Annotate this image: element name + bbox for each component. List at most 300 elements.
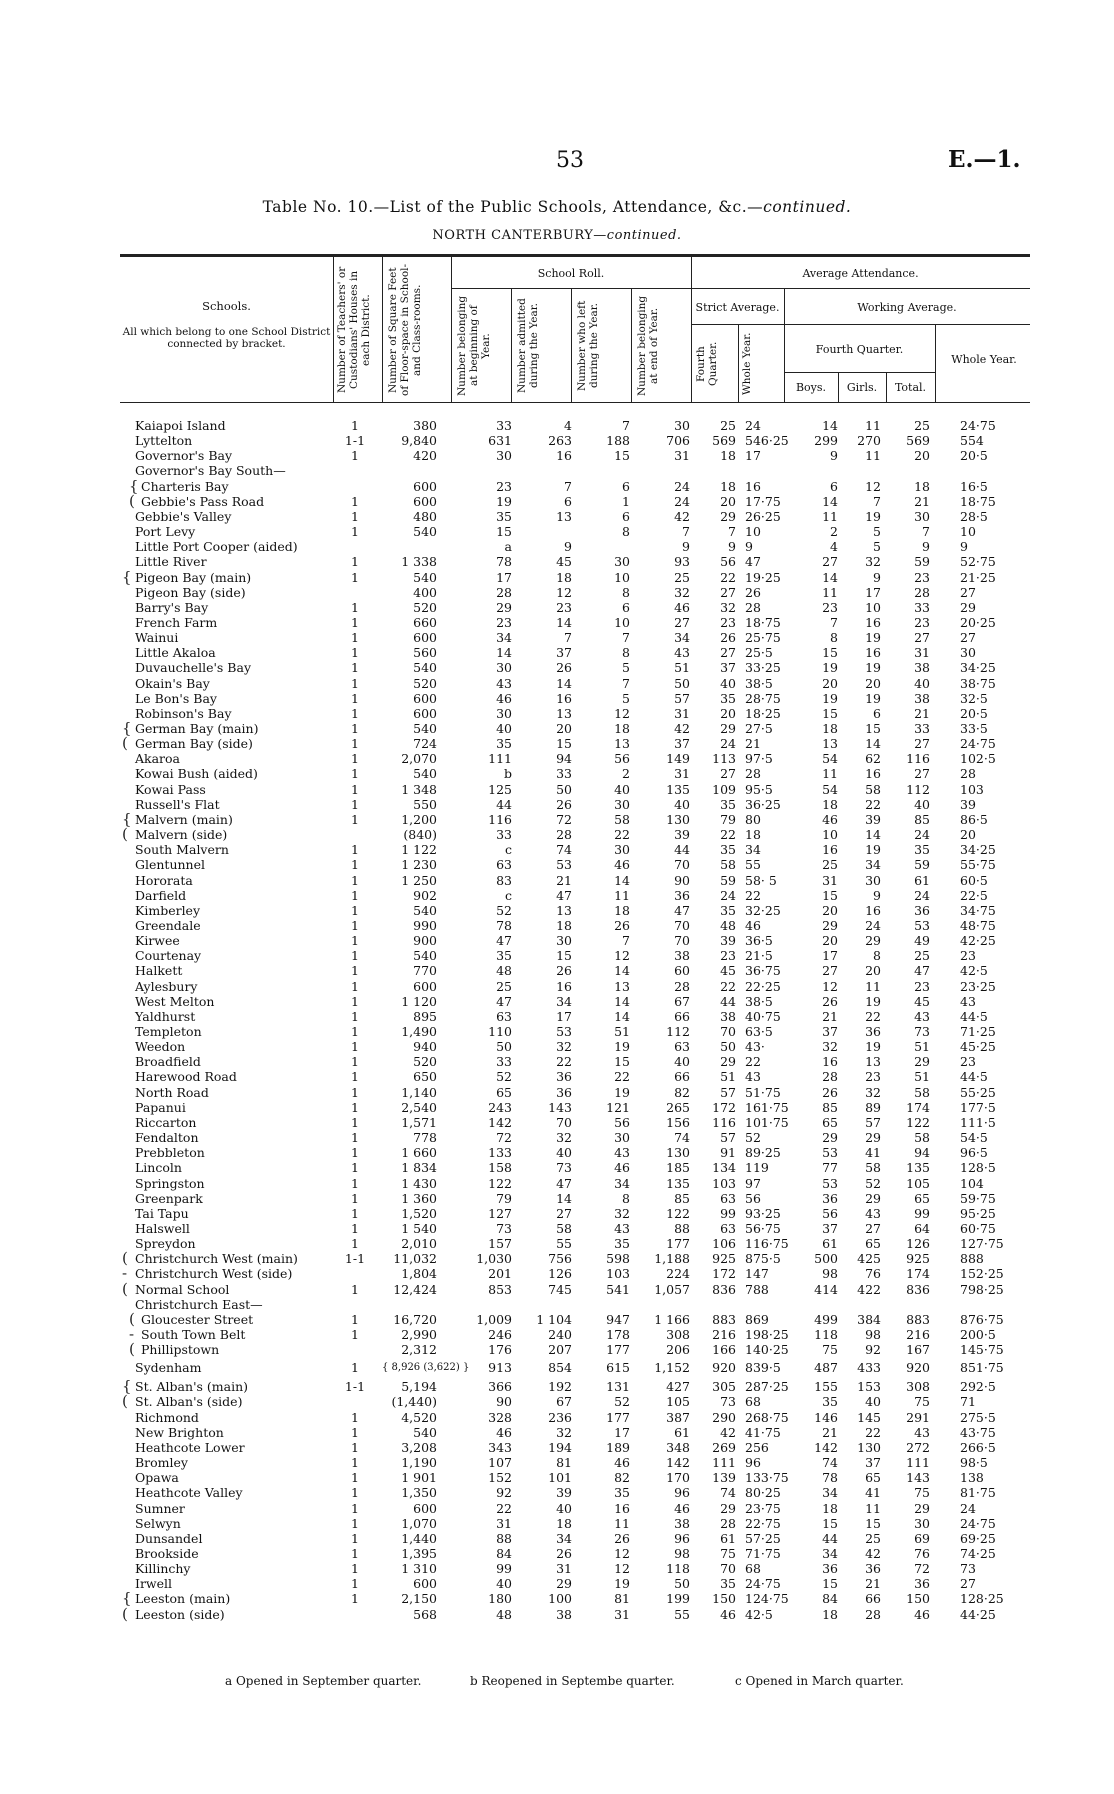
total-cell: 58	[914, 1084, 930, 1100]
teachers-cell: 1	[351, 660, 359, 676]
left-cell: 35	[614, 1485, 630, 1501]
school-name: Kowai Bush (aided)	[135, 766, 258, 782]
belonging-start-cell: 366	[488, 1379, 512, 1395]
floor-space-cell: 540	[413, 1424, 437, 1440]
girls-cell: 40	[865, 1394, 881, 1410]
col-divider	[333, 257, 334, 402]
boys-cell: 34	[822, 1545, 838, 1561]
total-cell: 51	[914, 1039, 930, 1055]
belonging-start-cell: 46	[496, 690, 512, 706]
boys-cell: 8	[830, 630, 838, 646]
total-cell: 72	[914, 1561, 930, 1577]
whole-year-cell: 44·25	[960, 1606, 996, 1622]
belonging-start-cell: 22	[496, 1500, 512, 1516]
admitted-cell: 40	[556, 1145, 572, 1161]
boys-cell: 499	[814, 1311, 838, 1327]
table-row	[0, 1085, 1114, 1100]
table-row	[0, 888, 1114, 903]
girls-cell: 21	[865, 1576, 881, 1592]
table-row	[0, 660, 1114, 675]
header-school-roll: School Roll.	[537, 267, 605, 280]
belonging-start-cell: 157	[488, 1236, 512, 1252]
table-row	[0, 1485, 1114, 1500]
belonging-end-cell: 43	[674, 645, 690, 661]
admitted-cell: 26	[556, 796, 572, 812]
belonging-start-cell: 122	[488, 1175, 512, 1191]
total-cell: 24	[914, 827, 930, 843]
boys-cell: 19	[822, 690, 838, 706]
belonging-start-cell: 29	[496, 599, 512, 615]
left-cell: 178	[606, 1327, 630, 1342]
belonging-end-cell: 37	[674, 736, 690, 752]
belonging-end-cell: 85	[674, 1190, 690, 1206]
strict-quarter-cell: 23	[720, 948, 736, 964]
girls-cell: 24	[865, 917, 881, 933]
strict-quarter-cell: 57	[720, 1130, 736, 1146]
table-row	[0, 1309, 1114, 1328]
table-row	[0, 933, 1114, 948]
girls-cell: 9	[873, 569, 881, 585]
whole-year-cell: 33·5	[960, 721, 988, 736]
boys-cell: 414	[814, 1281, 838, 1297]
boys-cell: 299	[814, 433, 838, 449]
admitted-cell: 7	[564, 630, 572, 646]
floor-space-cell: 895	[413, 1008, 437, 1024]
total-cell: 59	[914, 857, 930, 873]
boys-cell: 54	[822, 781, 838, 797]
whole-year-cell: 98·5	[960, 1455, 988, 1471]
teachers-cell: 1	[351, 948, 359, 964]
boys-cell: 9	[830, 448, 838, 464]
floor-space-cell: 1,350	[401, 1485, 437, 1501]
belonging-end-cell: 61	[674, 1424, 690, 1440]
table-row	[0, 1357, 1114, 1379]
belonging-end-cell: 130	[666, 811, 690, 827]
whole-year-cell: 16·5	[960, 478, 988, 494]
school-name: Riccarton	[135, 1114, 197, 1130]
admitted-cell: 17	[556, 1008, 572, 1024]
left-cell: 10	[614, 614, 630, 630]
belonging-end-cell: 206	[666, 1342, 690, 1358]
whole-year-cell: 10	[960, 524, 976, 540]
school-name: Kirwee	[135, 933, 180, 949]
belonging-start-cell: 52	[496, 1069, 512, 1085]
total-cell: 24	[914, 887, 930, 903]
strict-quarter-cell: 269	[712, 1439, 736, 1455]
admitted-cell: 40	[556, 1500, 572, 1516]
left-cell: 82	[614, 1470, 630, 1486]
total-cell: 25	[914, 948, 930, 964]
left-cell: 131	[606, 1379, 630, 1395]
school-name: Normal School	[135, 1281, 230, 1297]
school-name: Little Port Cooper (aided)	[135, 539, 298, 555]
teachers-cell: 1	[351, 1561, 359, 1577]
admitted-cell: 29	[556, 1576, 572, 1592]
teachers-cell: 1	[351, 1470, 359, 1486]
whole-year-cell: 30	[960, 645, 976, 661]
floor-space-cell: 600	[413, 493, 437, 509]
whole-year-cell: 71	[960, 1394, 976, 1410]
header-schools: Schools.	[202, 299, 251, 313]
admitted-cell: 32	[556, 1130, 572, 1146]
strict-year-cell: 80·25	[745, 1485, 781, 1501]
strict-year-cell: 51·75	[745, 1084, 781, 1100]
school-name: Malvern (side)	[135, 827, 228, 843]
girls-cell: 13	[865, 1054, 881, 1070]
floor-space-cell: 9,840	[401, 433, 437, 449]
floor-space-cell: 724	[413, 736, 437, 752]
school-name: Hororata	[135, 872, 193, 888]
strict-year-cell: 95·5	[745, 781, 773, 797]
total-cell: 836	[906, 1281, 930, 1297]
school-name: Kowai Pass	[135, 781, 206, 797]
table-row	[0, 1501, 1114, 1516]
whole-year-cell: 71·25	[960, 1024, 996, 1039]
total-cell: 116	[906, 751, 930, 767]
teachers-cell: 1	[351, 1205, 359, 1221]
floor-space-cell: { 8,926 (3,622) }	[382, 1362, 470, 1374]
boys-cell: 155	[814, 1379, 838, 1395]
belonging-end-cell: 46	[674, 599, 690, 615]
belonging-start-cell: 23	[496, 614, 512, 630]
whole-year-cell: 32·5	[960, 690, 988, 706]
girls-cell: 153	[857, 1379, 881, 1395]
belonging-end-cell: 31	[674, 705, 690, 721]
table-row	[0, 903, 1114, 918]
table-row	[0, 448, 1114, 463]
total-cell: 27	[914, 736, 930, 752]
boys-cell: 10	[822, 827, 838, 843]
table-row	[0, 918, 1114, 933]
teachers-cell: 1	[351, 1054, 359, 1070]
belonging-end-cell: 50	[674, 1576, 690, 1592]
strict-quarter-cell: 99	[720, 1205, 736, 1221]
belonging-end-cell: 24	[674, 493, 690, 509]
belonging-start-cell: 43	[496, 675, 512, 691]
total-cell: 112	[906, 781, 930, 797]
belonging-start-cell: 30	[496, 705, 512, 721]
left-cell: 22	[614, 827, 630, 843]
strict-year-cell: 22	[745, 1054, 761, 1070]
school-name: South Town Belt	[141, 1327, 246, 1342]
whole-year-cell: 798·25	[960, 1281, 1004, 1297]
admitted-cell: 45	[556, 554, 572, 570]
belonging-end-cell: 130	[666, 1145, 690, 1161]
left-cell: 46	[614, 1455, 630, 1471]
whole-year-cell: 28	[960, 766, 976, 782]
girls-cell: 66	[865, 1591, 881, 1607]
school-name: Pigeon Bay (main)	[135, 569, 252, 585]
belonging-end-cell: 74	[674, 1130, 690, 1146]
admitted-cell: 47	[556, 887, 572, 903]
table-row	[0, 418, 1114, 433]
whole-year-cell: 38·75	[960, 675, 996, 691]
strict-year-cell: 38·5	[745, 993, 773, 1009]
belonging-start-cell: 35	[496, 948, 512, 964]
left-cell: 6	[622, 478, 630, 494]
girls-cell: 6	[873, 705, 881, 721]
belonging-end-cell: 1 166	[654, 1311, 690, 1327]
strict-quarter-cell: 63	[720, 1220, 736, 1236]
left-cell: 19	[614, 1084, 630, 1100]
belonging-end-cell: 7	[682, 524, 690, 540]
belonging-start-cell: 1,009	[476, 1311, 512, 1327]
strict-quarter-cell: 35	[720, 796, 736, 812]
strict-year-cell: 116·75	[745, 1236, 789, 1252]
district-continued: continued.	[606, 228, 682, 243]
table-title-continued: continued.	[763, 198, 852, 216]
admitted-cell: 32	[556, 1039, 572, 1055]
whole-year-cell: 128·25	[960, 1591, 1004, 1607]
total-cell: 75	[914, 1485, 930, 1501]
header-admitted: Number admitted during the Year.	[516, 298, 540, 394]
girls-cell: 57	[865, 1114, 881, 1130]
belonging-end-cell: 122	[666, 1205, 690, 1221]
strict-quarter-cell: 920	[712, 1360, 736, 1376]
left-cell: 30	[614, 1130, 630, 1146]
belonging-end-cell: 39	[674, 827, 690, 843]
floor-space-cell: 520	[413, 599, 437, 615]
header-schools-note: All which belong to one School District connected by bracket.	[122, 326, 331, 350]
total-cell: 38	[914, 690, 930, 706]
boys-cell: 500	[814, 1251, 838, 1267]
strict-year-cell: 10	[745, 524, 761, 540]
strict-year-cell: 42·5	[745, 1606, 773, 1622]
left-cell: 35	[614, 1236, 630, 1252]
left-cell: 34	[614, 1175, 630, 1191]
floor-space-cell: 1,140	[401, 1084, 437, 1100]
strict-year-cell: 26·25	[745, 508, 781, 524]
left-cell: 12	[614, 1545, 630, 1561]
girls-cell: 65	[865, 1470, 881, 1486]
belonging-end-cell: 30	[674, 418, 690, 433]
belonging-end-cell: 135	[666, 1175, 690, 1191]
strict-quarter-cell: 22	[720, 569, 736, 585]
teachers-cell: 1	[351, 1190, 359, 1206]
floor-space-cell: 1 348	[401, 781, 437, 797]
floor-space-cell: 1,804	[401, 1266, 437, 1282]
boys-cell: 25	[822, 857, 838, 873]
belonging-start-cell: 30	[496, 660, 512, 676]
teachers-cell: 1-1	[344, 1251, 366, 1267]
belonging-end-cell: 31	[674, 766, 690, 782]
strict-year-cell: 28·75	[745, 690, 781, 706]
teachers-cell: 1	[351, 493, 359, 509]
boys-cell: 34	[822, 1485, 838, 1501]
boys-cell: 27	[822, 554, 838, 570]
belonging-start-cell: 23	[496, 478, 512, 494]
floor-space-cell: 940	[413, 1039, 437, 1055]
teachers-cell: 1	[351, 599, 359, 615]
strict-quarter-cell: 56	[720, 554, 736, 570]
table-row	[0, 615, 1114, 630]
left-cell: 7	[622, 675, 630, 691]
belonging-end-cell: 1,057	[654, 1281, 690, 1297]
teachers-cell: 1	[351, 1008, 359, 1024]
teachers-cell: 1	[351, 675, 359, 691]
district-bracket: (	[122, 734, 128, 753]
teachers-cell: 1	[351, 418, 359, 433]
boys-cell: 19	[822, 660, 838, 676]
admitted-cell: 50	[556, 781, 572, 797]
school-name: German Bay (side)	[135, 736, 253, 752]
girls-cell: 130	[857, 1439, 881, 1455]
floor-space-cell: 1 338	[401, 554, 437, 570]
whole-year-cell: 152·25	[960, 1266, 1004, 1282]
left-cell: 121	[606, 1099, 630, 1115]
strict-quarter-cell: 74	[720, 1485, 736, 1501]
floor-space-cell: 600	[413, 1500, 437, 1516]
strict-year-cell: 28	[745, 599, 761, 615]
belonging-end-cell: 265	[666, 1099, 690, 1115]
whole-year-cell: 20·5	[960, 705, 988, 721]
header-strict-fourth-quarter: Fourth Quarter.	[695, 341, 719, 387]
teachers-cell: 1	[351, 1084, 359, 1100]
floor-space-cell: 568	[413, 1606, 437, 1622]
total-cell: 58	[914, 1130, 930, 1146]
teachers-cell: 1	[351, 1114, 359, 1130]
table-row	[0, 1591, 1114, 1606]
district-bracket: (	[129, 1340, 135, 1359]
girls-cell: 16	[865, 902, 881, 918]
belonging-end-cell: 34	[674, 630, 690, 646]
belonging-start-cell: 853	[488, 1281, 512, 1297]
table-row	[0, 463, 1114, 478]
whole-year-cell: 27	[960, 584, 976, 600]
admitted-cell: 31	[556, 1561, 572, 1577]
strict-year-cell: 268·75	[745, 1409, 789, 1425]
admitted-cell: 39	[556, 1485, 572, 1501]
table-row	[0, 567, 1114, 586]
total-cell: 122	[906, 1114, 930, 1130]
strict-quarter-cell: 150	[712, 1591, 736, 1607]
fourth-quarter-rule	[784, 372, 935, 373]
school-name: Templeton	[135, 1024, 202, 1039]
admitted-cell: 13	[556, 705, 572, 721]
belonging-start-cell: c	[504, 887, 512, 903]
table-row	[0, 842, 1114, 857]
district-bracket: (	[129, 1309, 135, 1328]
school-name: Aylesbury	[135, 978, 198, 994]
total-cell: 29	[914, 1500, 930, 1516]
belonging-end-cell: 31	[674, 448, 690, 464]
left-cell: 19	[614, 1039, 630, 1055]
header-belonging-end: Number belonging at end of Year.	[636, 295, 660, 397]
left-cell: 43	[614, 1145, 630, 1161]
boys-cell: 26	[822, 993, 838, 1009]
left-cell: 30	[614, 796, 630, 812]
strict-quarter-cell: 58	[720, 857, 736, 873]
school-name: Brookside	[135, 1545, 199, 1561]
whole-year-cell: 34·75	[960, 902, 996, 918]
teachers-cell: 1-1	[344, 1379, 366, 1395]
table-row	[0, 736, 1114, 751]
strict-quarter-cell: 172	[712, 1266, 736, 1282]
left-cell: 598	[606, 1251, 630, 1267]
footnote-b: b Reopened in Septembe quarter.	[470, 1674, 675, 1688]
strict-quarter-cell: 40	[720, 675, 736, 691]
girls-cell: 22	[865, 1008, 881, 1024]
header-average-attendance: Average Attendance.	[802, 267, 919, 280]
floor-space-cell: 600	[413, 1576, 437, 1592]
belonging-start-cell: 33	[496, 418, 512, 433]
teachers-cell: 1	[351, 1175, 359, 1191]
belonging-end-cell: 177	[666, 1236, 690, 1252]
belonging-start-cell: 63	[496, 1008, 512, 1024]
strict-year-cell: 18·25	[745, 705, 781, 721]
girls-cell: 12	[865, 478, 881, 494]
strict-quarter-cell: 70	[720, 1024, 736, 1039]
district-bracket: {	[129, 476, 139, 495]
strict-quarter-cell: 20	[720, 705, 736, 721]
strict-quarter-cell: 46	[720, 1606, 736, 1622]
boys-cell: 6	[830, 478, 838, 494]
left-cell: 6	[622, 508, 630, 524]
floor-space-cell: 600	[413, 705, 437, 721]
total-cell: 105	[906, 1175, 930, 1191]
left-cell: 6	[622, 599, 630, 615]
admitted-cell: 53	[556, 857, 572, 873]
floor-space-cell: 16,720	[393, 1311, 437, 1327]
school-name: Weedon	[135, 1039, 186, 1055]
boys-cell: 84	[822, 1591, 838, 1607]
total-cell: 29	[914, 1054, 930, 1070]
girls-cell: 433	[857, 1360, 881, 1376]
teachers-cell: 1	[351, 1024, 359, 1039]
boys-cell: 20	[822, 933, 838, 949]
admitted-cell: 36	[556, 1084, 572, 1100]
belonging-end-cell: 40	[674, 796, 690, 812]
school-name: Sumner	[135, 1500, 185, 1516]
floor-space-cell: 400	[413, 584, 437, 600]
strict-quarter-cell: 22	[720, 827, 736, 843]
total-cell: 43	[914, 1008, 930, 1024]
admitted-cell: 745	[548, 1281, 572, 1297]
floor-space-cell: 1 120	[401, 993, 437, 1009]
district-subtitle	[0, 228, 1114, 243]
girls-cell: 89	[865, 1099, 881, 1115]
total-cell: 21	[914, 493, 930, 509]
col-divider	[935, 324, 936, 402]
school-name: Richmond	[135, 1409, 199, 1425]
whole-year-cell: 554	[960, 433, 984, 449]
belonging-start-cell: 48	[496, 963, 512, 979]
whole-year-cell: 24	[960, 1500, 976, 1516]
school-name: Akaroa	[135, 751, 181, 767]
girls-cell: 30	[865, 872, 881, 888]
teachers-cell: 1	[351, 554, 359, 570]
girls-cell: 22	[865, 796, 881, 812]
strict-quarter-cell: 106	[712, 1236, 736, 1252]
boys-cell: 98	[822, 1266, 838, 1282]
school-name: Yaldhurst	[135, 1008, 196, 1024]
belonging-end-cell: 42	[674, 721, 690, 736]
strict-quarter-cell: 42	[720, 1424, 736, 1440]
page-reference: E.—1.	[948, 146, 1021, 173]
footnote-a: a Opened in September quarter.	[225, 1674, 422, 1688]
belonging-start-cell: 84	[496, 1545, 512, 1561]
school-name: Harewood Road	[135, 1069, 237, 1085]
strict-year-cell: 63·5	[745, 1024, 773, 1039]
girls-cell: 32	[865, 1084, 881, 1100]
strict-quarter-cell: 29	[720, 1054, 736, 1070]
whole-year-cell: 86·5	[960, 811, 988, 827]
strict-year-cell: 40·75	[745, 1008, 781, 1024]
header-strict-whole-year: Whole Year.	[741, 332, 753, 396]
floor-space-cell: 1,395	[401, 1545, 437, 1561]
district-bracket: (	[122, 1249, 128, 1268]
belonging-end-cell: 38	[674, 948, 690, 964]
